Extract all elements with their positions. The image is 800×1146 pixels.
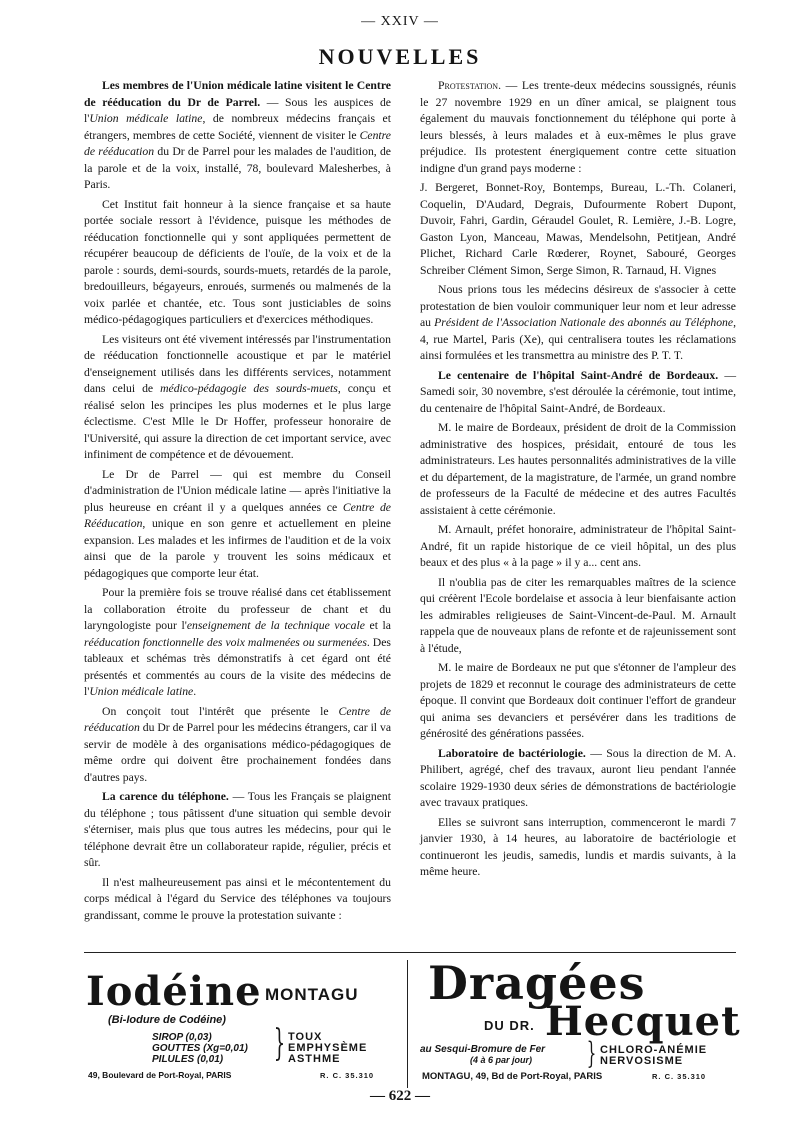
ad-dragees-du-dr: DU DR. bbox=[484, 1018, 535, 1033]
ad-dragees-composition: au Sesqui-Bromure de Fer bbox=[420, 1044, 546, 1055]
ad-iodeine-address: 49, Boulevard de Port-Royal, PARIS bbox=[88, 1070, 232, 1080]
curly-brace-icon: } bbox=[586, 1036, 597, 1071]
left-column bbox=[84, 78, 391, 927]
text-run: du Dr de Parrel pour les médecins étrangers, car il va servir de modèle à des organisations médico-pédagogiques de même ordre qui doivent être prochainement fondées dans d'autres pays. bbox=[84, 721, 392, 784]
text-run: , 4, rue Martel, Paris (Xe), qui centralisera toutes les réclamations ainsi formulées et les transmettra au ministre des P. T. T. bbox=[420, 316, 737, 362]
paragraph-laboratoire bbox=[420, 746, 736, 812]
page-folio: — XXIV — bbox=[361, 14, 439, 29]
paragraph-seances: Elles se suivront sans interruption, commenceront le mardi 7 janvier 1930, à 14 heures, au laboratoire de bactériologie et continueront les jeudis, samedis, lundis et mardis suivants, à la même heure. bbox=[420, 815, 736, 878]
text-run: — Sous les auspices de l' bbox=[84, 95, 391, 125]
paragraph-protestation bbox=[420, 78, 736, 177]
paragraph-centenaire bbox=[420, 368, 736, 418]
text-run: . bbox=[193, 685, 197, 698]
ad-dragees-name: Hecquet bbox=[545, 998, 741, 1045]
ad-iodeine-indication: ASTHME bbox=[288, 1053, 341, 1065]
italic-run: Union médicale latine bbox=[89, 685, 194, 698]
text-run: — Tous les Français se plaignent du téléphone ; tous pâtissent d'une situation qui semble devoir s'éterniser, mais plus que tous autres les médecins, pour qui le téléphone devrait être un collaborateur rapide, régulier, précis et sûr. bbox=[84, 790, 391, 869]
paragraph-union-medicale bbox=[84, 78, 391, 194]
text-run: , conçu et réalisé selon les principes les plus modernes et le plus large éclectisme. C'est Mlle le Dr Hoffer, professeur honoraire de l'Université, qui assure la direction de cet important service, avec infiniment de compétence et de dévouement. bbox=[84, 382, 392, 461]
italic-run: Union médicale latine bbox=[89, 112, 203, 125]
italic-run: enseignement de la technique vocale bbox=[186, 619, 365, 632]
text-run: du Dr de Parrel pour les malades de l'audition, de la parole et de la voix, installé, 78, boulevard Malesherbes, à Paris. bbox=[84, 145, 391, 191]
ad-iodeine-form: PILULES (0,01) bbox=[152, 1054, 224, 1065]
ad-dragees-indication: CHLORO-ANÉMIE bbox=[600, 1044, 708, 1056]
paragraph-collaboration bbox=[84, 585, 391, 701]
ad-dragees-dose: (4 à 6 par jour) bbox=[470, 1055, 533, 1065]
text-run: — Sous la direction de M. A. Philibert, agrégé, chef des travaux, auront lieu pendant l'année scolaire 1929-1930 deux séries de démonstrations de bactériologie avec travaux pratiques. bbox=[420, 746, 736, 809]
text-run: Nous prions tous les médecins désireux de s'associer à cette protestation de bien vouloir communiquer leur nom et leur adresse au bbox=[420, 283, 736, 329]
ad-iodeine-indication: TOUX bbox=[288, 1031, 323, 1043]
ad-dragees-ref: R. C. 35.310 bbox=[652, 1072, 707, 1081]
ad-iodeine-ref: R. C. 35.310 bbox=[320, 1071, 375, 1080]
ad-iodeine-form: SIROP (0,03) bbox=[152, 1032, 212, 1043]
paragraph-mecontentement: Il n'est malheureusement pas ainsi et le mécontentement du corps médical à l'égard du Service des téléphones va toujours grandissant, comme le prouve la protestation suivante : bbox=[84, 875, 391, 922]
page-title: NOUVELLES bbox=[318, 44, 482, 69]
signatories-list: J. Bergeret, Bonnet-Roy, Bontemps, Bureau, L.-Th. Colaneri, Coquelin, D'Audard, Degrais, Dufourmente Robert Dupont, Duvoir, Fahri, Gardin, Géraudel Goulet, R. Lemière, J.-B. Logre, Gaston Lyon, Manceau, Mawas, Mendelsohn, Petitjean, André Plichet, Richard Carle Rœderer, Roynet, Sabouré, Georges Schreiber Clément Simon, Serge Simon, R. Tarnaud, H. Vignes bbox=[420, 181, 736, 277]
article-heading-parrel: Les membres de l'Union médicale latine visitent le Centre de rééducation du Dr de Parrel. bbox=[84, 79, 391, 109]
text-run: , de nombreux médecins français et étrangers, membres de cette Société, viennent de visiter le bbox=[84, 112, 391, 142]
paragraph-arnault: M. Arnault, préfet honoraire, administrateur de l'hôpital Saint-André, fit un rapide historique de ce vieil hôpital, un des plus beaux et des plus « à la page » il y a... cent ans. bbox=[420, 523, 736, 569]
ads-divider bbox=[84, 952, 736, 953]
paragraph-conseil bbox=[84, 467, 391, 583]
ad-dragees-indications bbox=[600, 1045, 707, 1067]
paragraph-projets: M. le maire de Bordeaux ne put que s'étonner de l'ampleur des projets de 1829 et reconnut le courage des administrateurs de cette époque. Il convint que Bordeaux doit continuer l'effort de grandeur qui anima ses devanciers et persévérer dans les traditions de générosité des générations passées. bbox=[420, 661, 736, 740]
paragraph-maitres: Il n'oublia pas de citer les remarquables maîtres de la science qui créèrent l'Ecole bordelaise et associa à leur bienfaisante action les admirables religieuses de Saint-Vincent-de-Paul. M. Arnault rappela que de nouveaux plans de refonte et de rajeunissement sont à l'étude, bbox=[420, 575, 736, 655]
text-run: On conçoit tout l'intérêt que présente le bbox=[102, 704, 339, 718]
text-run: Les visiteurs ont été vivement intéressés par l'instrumentation de rééducation fonctionnelle acoustique et par le matériel d'enseignement utilisés dans les différents services, notamment dans celui de bbox=[84, 332, 391, 395]
ad-dragees-product: Dragées bbox=[428, 956, 646, 1010]
ad-iodeine-form: GOUTTES (Xg=0,01) bbox=[152, 1043, 248, 1054]
paragraph-visiteurs bbox=[84, 332, 391, 464]
ad-iodeine-indication: EMPHYSÈME bbox=[288, 1042, 368, 1054]
article-heading-centenaire: Le centenaire de l'hôpital Saint-André de Bordeaux. bbox=[438, 368, 719, 382]
text-run: . Des tableaux et schémas très démonstratifs à cet égard ont été présentés et commentés au cours de la visite des médecins de l' bbox=[84, 635, 391, 698]
curly-brace-icon: } bbox=[273, 1023, 286, 1064]
paragraph-institut: Cet Institut fait honneur à la sience française et sa haute portée sociale ressort à l'évidence, puisque les méthodes de rééducation fonctionnelle qui y sont appliquées permettent de récupérer beaucoup de déficients de l'ouïe, de la voix et de la parole : sourds, demi-sourds, sourds-muets, retardés de la parole, bredouilleurs, bégayeurs, enroués, surmenés ou malmenés de la voix parlée et chantée, etc. Tous sont justiciables de soins médico-pédagogiques particuliers et d'exercices méthodiques. bbox=[84, 197, 391, 326]
text-run: — Samedi soir, 30 novembre, s'est déroulée la cérémonie, tout intime, du centenaire de l'hôpital Saint-André, de Bordeaux. bbox=[420, 368, 737, 415]
article-heading-laboratoire: Laboratoire de bactériologie. bbox=[438, 746, 586, 760]
text-run: Pour la première fois se trouve réalisé dans cet établissement la collaboration étroite du professeur de chant et du laryngologiste pour l' bbox=[84, 586, 391, 632]
ads-column-divider bbox=[407, 960, 408, 1088]
italic-run: médico-pédagogie des sourds-muets bbox=[160, 382, 338, 395]
paragraph-appel bbox=[420, 282, 736, 365]
ad-iodeine-indications bbox=[288, 1032, 367, 1065]
paragraph-maire: M. le maire de Bordeaux, président de droit de la Commission administrative des hospices, présidait, entouré de tous les administrateurs. Les hautes personnalités administratives de la ville et du département, de la magistrature, de l'armée, un grand nombre de professeurs de la Faculté de médecine et des autres Facultés assistaient à cette cérémonie. bbox=[420, 421, 736, 517]
ad-dragees-indication: NERVOSISME bbox=[600, 1055, 684, 1067]
text-run: et la bbox=[364, 619, 391, 632]
italic-run: Centre de rééducation bbox=[84, 704, 391, 734]
article-heading-telephone: La carence du téléphone. bbox=[102, 790, 229, 803]
text-run: Le Dr de Parrel — qui est membre du Conseil d'administration de l'Union médicale latine — après l'initiative la plus heureuse en créant il y a quelques années ce bbox=[84, 467, 391, 514]
ad-dragees-address: MONTAGU, 49, Bd de Port-Royal, PARIS bbox=[422, 1071, 603, 1082]
right-column bbox=[420, 78, 736, 884]
paragraph-telephone bbox=[84, 789, 391, 872]
italic-run: Centre de rééducation bbox=[84, 128, 391, 158]
paragraph-interet bbox=[84, 704, 391, 787]
ad-iodeine-product: Iodéine bbox=[86, 968, 262, 1015]
italic-run: Centre de Rééducation bbox=[84, 500, 391, 530]
text-run: — Les trente-deux médecins soussignés, réunis le 27 novembre 1929 en un dîner amical, se plaignent tous également du mauvais fonctionnement du téléphone qui porte à leurs blessés, à leurs malades et à eux-mêmes le plus grave préjudice. Ils protestent énergiquement contre cette situation indigne d'un grand pays moderne : bbox=[420, 79, 736, 175]
ad-iodeine-subtitle: (Bi-Iodure de Codéine) bbox=[108, 1014, 226, 1026]
italic-run: rééducation fonctionnelle des voix malmenées ou surmenées bbox=[84, 635, 367, 649]
ad-iodeine-forms bbox=[152, 1032, 248, 1065]
text-run: , unique en son genre et actuellement en pleine expansion. Les malades et les infirmes de l'audition et de la voix ainsi que de la parole y trouvent les soins médicaux et pédagogiques que comporte leur état. bbox=[84, 517, 391, 580]
italic-run: Président de l'Association Nationale des abonnés au Téléphone bbox=[434, 316, 734, 329]
page-number: — 622 — bbox=[370, 1088, 430, 1104]
article-heading-protestation: Protestation. bbox=[438, 79, 502, 92]
ad-iodeine-brand: MONTAGU bbox=[265, 985, 359, 1004]
